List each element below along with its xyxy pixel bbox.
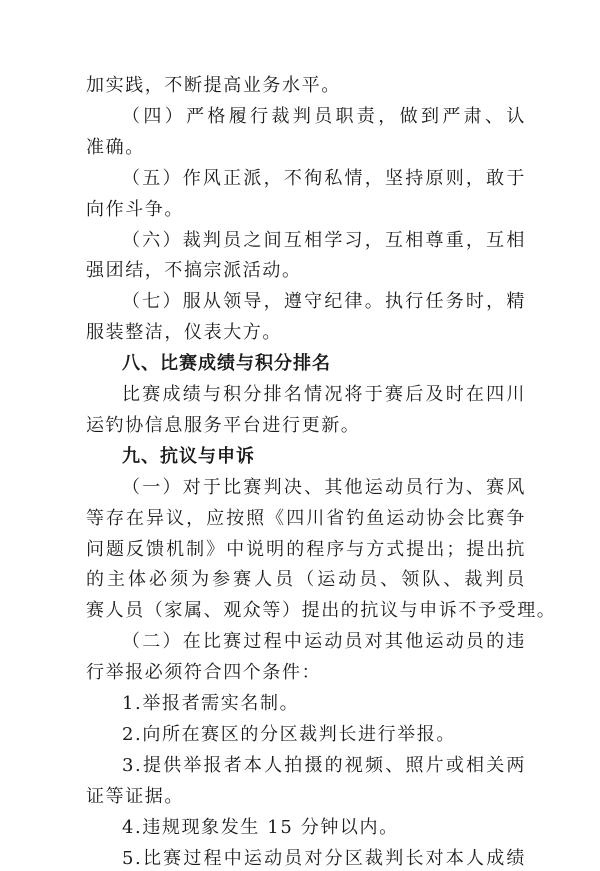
text-line: 向作斗争。 bbox=[86, 198, 184, 220]
text-line: 赛人员（家属、观众等）提出的抗议与申诉不予受理。 bbox=[86, 600, 557, 622]
text-line: 证等证据。 bbox=[86, 785, 184, 807]
text-line: （一）对于比赛判决、其他运动员行为、赛风 bbox=[122, 476, 526, 498]
text-line: （五）作风正派，不徇私情，坚持原则，敢于 bbox=[122, 167, 526, 189]
list-item: 4.违规现象发生 15 分钟以内。 bbox=[122, 816, 399, 838]
text-line: 问题反馈机制》中说明的程序与方式提出；提出抗 bbox=[86, 538, 526, 560]
list-item: 1.举报者需实名制。 bbox=[122, 693, 300, 714]
text-line: 运钓协信息服务平台进行更新。 bbox=[86, 414, 361, 436]
list-item: 2.向所在赛区的分区裁判长进行举报。 bbox=[122, 723, 456, 745]
list-item: 3.提供举报者本人拍摄的视频、照片或相关两 bbox=[122, 754, 526, 776]
text-line: （四）严格履行裁判员职责，做到严肃、认 bbox=[122, 105, 526, 127]
text-line: 的主体必须为参赛人员（运动员、领队、裁判员 bbox=[86, 569, 526, 591]
text-line: 准确。 bbox=[86, 136, 145, 158]
text-line: （二）在比赛过程中运动员对其他运动员的违 bbox=[122, 631, 526, 653]
text-line: 比赛成绩与积分排名情况将于赛后及时在四川 bbox=[122, 384, 526, 405]
text-line: （六）裁判员之间互相学习，互相尊重，互相 bbox=[122, 229, 526, 251]
text-line: 等存在异议，应按照《四川省钓鱼运动协会比赛争 bbox=[86, 507, 526, 529]
section-heading: 九、抗议与申诉 bbox=[122, 445, 255, 467]
text-line: （七）服从领导，遵守纪律。执行任务时，精 bbox=[122, 291, 526, 313]
text-line: 行举报必须符合四个条件： bbox=[86, 662, 322, 684]
text-line: 强团结，不搞宗派活动。 bbox=[86, 260, 302, 282]
list-item: 5.比赛过程中运动员对分区裁判长对本人成绩 bbox=[122, 847, 526, 869]
section-heading: 八、比赛成绩与积分排名 bbox=[122, 353, 331, 375]
text-line: 加实践，不断提高业务水平。 bbox=[86, 75, 341, 96]
text-line: 服装整洁，仪表大方。 bbox=[86, 322, 282, 344]
